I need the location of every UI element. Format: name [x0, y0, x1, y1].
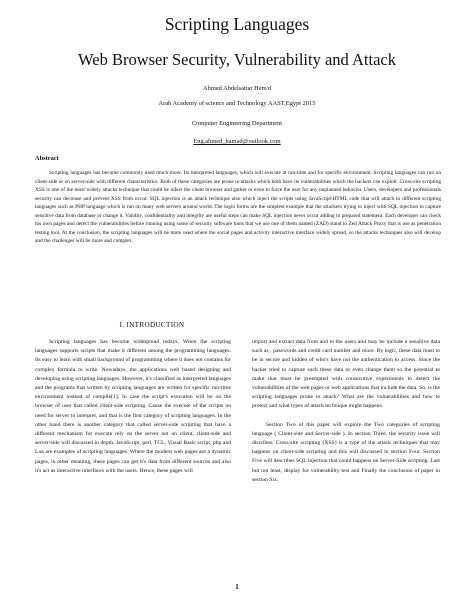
author-name: Ahmed Abdelsattar Hem'd [203, 85, 271, 92]
page-number: 1 [235, 583, 239, 591]
right-column [252, 338, 440, 523]
abstract-heading: Abstract [35, 155, 59, 162]
author-affiliation: Arab Academy of science and Technology AAST,Egypt 2015 [158, 100, 316, 107]
paper-title-line2: Web Browser Security, Vulnerability and Attack [78, 50, 396, 69]
intro-paragraph-2: Section Two of this paper will explore the Two categories of scripting language ( Client-side and Server-side ). In section Three, the security issue will discribes. Cross-site scripting (XSS) is a type of the attack techniques that may happens on client-side scripting and this will discussed in section Four. Section Five will describes SQL injection that could happens on Server-Side scripting. Last but not least, display for vulnerability test and Finally the conclusion of paper in section Six. [252, 421, 440, 483]
introduction-heading: I. INTRODUCTION [119, 321, 185, 329]
paper-title-line1: Scripting Languages [164, 14, 310, 34]
author-department: Computer Engineering Department [191, 120, 283, 127]
author-email: Eng.ahmed_hamad@outlook.com [193, 138, 281, 145]
abstract-text: Scripting languages has become commonly used much more. Its interpreted languages, which will execute at run-time and for specific environment. Scripting languages can run on client-side or on server-side with different characteristics. Both of these categories are prone to attacks which both have its vulnerabilities which the hackers can exploit. Cross-site scripting XSS is one of the most widely attacks technique that could be infect the client browser and gather or even to force the user for any unplanned behavior. Users, developers and professionals security can decrease and prevent XSS from occur. SQL injection is an attack technique also which inject the scripts using JavaScript\HTML code that will attach to different scripting languages such as PHP language which is run on many web servers around world. The login forms are the simplest example that the attackers trying to inject with SQL injection to capture sensitive data from database or change it. Validity, confidentiality and integrity are useful steps can make SQL injection never occur adding to prepared statement. Each developer can check his own pages and detect the vulnerabilities before running using some of security software tools that we use one of them named (ZAD) stand to Zed Attack Proxy that is use as penetration testing tool. At the conclusion, the scripting languages will be more used where the social pages and activity interactive interface widely spread, so the attacks techniques also will develop and the challenges will be more and complex. [35, 170, 441, 244]
left-column [35, 338, 231, 592]
intro-paragraph-1: Scripting languages has become widespread todays. When the scripting languages supports scripts that make it different among the programming languages. Its easy to learn with small background of programming where it does not contains for complex formula to write. Nowadays, the applications web based designing and developing using scripting languages. However, it's classified as interpreted languages and the programs that written by scripting languages are written for specific run-time environment instead of compile[1]. In case the script's execution will be on the browser of user that called client-side scripting. Cause the execute of the scripts no need for server to interpret, and that is the first category of scripting languages. In the other hand there is another category that called server-side scripting that have a different mechanism for execute rely on the server not on client, client-side and server-side will discussed in depth. JavaScript, perl, TCL, Visual Basic script, php and Lua are examples of scripting languages. Where the modern web pages are a dynamic pages, in other meaning, these pages can get it's data from different sources and also it's act as interactive interfaces with the users. Hence, these pages will [35, 339, 231, 474]
intro-paragraph-1-continued: import and extract data from and to the users and may be include a sensitive data such as , passwords and credit card number and more. By logic, these data must to be in secure and hidden of who's have not the authentication to access. Since the hacker tried to capture such these data or even change them so the potential to make that must be preempted with consecutive experiments to detect the vulnerabilities of the web pages or web applications that include the data. So, is the scripting languages prone to attack? What are the vulnerabilities and how to protect and what types of attack technique might happens. [252, 339, 440, 410]
